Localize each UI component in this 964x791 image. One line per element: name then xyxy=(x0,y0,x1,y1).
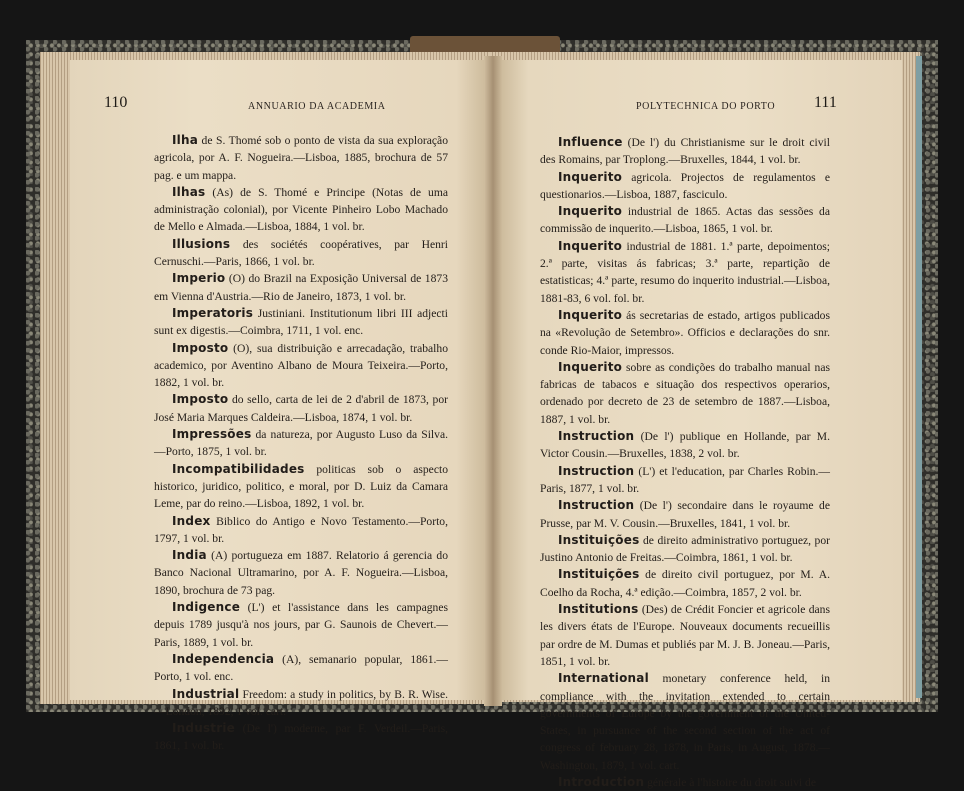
catalog-entry xyxy=(540,497,830,532)
entry-text: politicas sob o aspecto historico, juridico, politico, e moral, por D. Luiz da Camara Leme, par do reino.—Lisboa, 1892, 1 vol. br. xyxy=(154,462,448,511)
entry-headword: Inquerito xyxy=(558,169,623,184)
catalog-entry xyxy=(154,651,448,686)
entry-headword: Imposto xyxy=(172,340,229,355)
entry-text: Biblico do Antigo e Novo Testamento.—Porto, 1797, 1 vol. br. xyxy=(154,514,448,545)
entry-headword: Independencia xyxy=(172,651,275,666)
entry-text: (De l') secondaire dans le royaume de Prusse, par M. V. Cousin.—Bruxelles, 1841, 1 vol. br. xyxy=(540,499,830,530)
entry-text: (L') et l'assistance dans les campagnes depuis 1789 jusqu'à nos jours, par G. Saunois de Chevert.—Paris, 1889, 1 vol. br. xyxy=(154,601,448,649)
catalog-entry xyxy=(540,428,830,463)
catalog-entry xyxy=(154,513,448,548)
page-number: 111 xyxy=(814,94,837,111)
entry-headword: Instituições xyxy=(558,532,640,547)
entry-headword: Imperatoris xyxy=(172,305,254,320)
entry-headword: Inquerito xyxy=(558,359,623,374)
entry-headword: Imperio xyxy=(172,271,226,286)
catalog-entry xyxy=(540,774,830,791)
catalog-entry xyxy=(540,670,830,774)
catalog-entry xyxy=(540,134,830,169)
left-page xyxy=(70,60,490,753)
catalog-entry xyxy=(154,184,448,236)
entry-headword: Illusions xyxy=(172,236,231,251)
catalog-entry xyxy=(540,566,830,601)
catalog-entry xyxy=(540,169,830,204)
entry-text: (O), sua distribuição e arrecadação, trabalho academico, por Aventino Albano de Moura Teixeira.—Porto, 1882, 1 vol. br. xyxy=(154,341,448,390)
entry-headword: Introduction xyxy=(558,774,645,789)
entry-headword: Inquerito xyxy=(558,307,623,322)
entry-text: (As) de S. Thomé e Principe (Notas de uma administração colonial), por Vicente Pinheiro Lobo Machado de Mello e Almada.—Lisboa, 1884, 1 vol. br. xyxy=(154,185,448,234)
running-head: POLYTECHNICA DO PORTO xyxy=(636,101,776,112)
entry-headword: Instituições xyxy=(558,567,640,582)
entry-text: ás secretarias de estado, artigos publicados na «Revolução de Setembro». Officios e declarações do snr. conde Rio-Maior, impressos. xyxy=(540,308,830,357)
entry-text: des sociétés coopératives, par Henri Cernuschi.—Paris, 1866, 1 vol. br. xyxy=(154,237,448,269)
catalog-entry xyxy=(154,547,448,599)
entry-headword: Imposto xyxy=(172,392,229,407)
catalog-entry xyxy=(154,426,448,461)
book-edge xyxy=(916,56,922,698)
running-head: ANNUARIO DA ACADEMIA xyxy=(248,101,386,112)
entry-text: Freedom: a study in politics, by B. R. Wise.—London, 1892, 1 vol. cart. xyxy=(154,687,448,718)
entry-text: sobre as condições do trabalho manual nas fabricas de tabacos e situação dos respectivos operarios, ordenado por decreto de 23 de setembro de 1887.—Lisboa, 1887, 1 vol. br. xyxy=(540,360,830,426)
catalog-entry xyxy=(154,132,448,184)
entry-text: (A) portugueza em 1887. Relatorio á gerencia do Banco Nacional Ultramarino, por A. F. Nogueira.—Lisboa, 1890, brochura de 73 pag. xyxy=(154,549,448,597)
catalog-entry xyxy=(540,532,830,567)
entry-headword: International xyxy=(558,671,649,686)
entry-headword: Impressões xyxy=(172,427,252,442)
catalog-entry xyxy=(154,599,448,651)
entry-text: agricola. Projectos de regulamentos e questionarios.—Lisboa, 1887, fasciculo. xyxy=(540,170,830,201)
entry-headword: Instruction xyxy=(558,498,635,513)
entry-text: industrial de 1881. 1.ª parte, depoimentos; 2.ª parte, visitas ás fabricas; 3.ª parte, repartição de estatisticas; 4.ª parte, resumo do inquerito industrial.—Lisboa, 1881-83, 6 vol. fol. br. xyxy=(540,239,830,305)
entry-list xyxy=(540,134,830,791)
entry-headword: Inquerito xyxy=(558,238,623,253)
entry-text: (De l') publique en Hollande, par M. Victor Cousin.—Bruxelles, 1838, 2 vol. br. xyxy=(540,430,830,461)
catalog-entry xyxy=(154,305,448,340)
entry-text: de direito administrativo portuguez, por Justino Antonio de Freitas.—Coimbra, 1861, 1 vol. br. xyxy=(540,533,830,565)
catalog-entry xyxy=(154,236,448,271)
entry-text: (De l') du Christianisme sur le droit civil des Romains, par Troplong.—Bruxelles, 1844, 1 vol. br. xyxy=(540,136,830,167)
catalog-entry xyxy=(154,720,448,755)
entry-headword: Industrie xyxy=(172,721,235,736)
entry-headword: Instruction xyxy=(558,463,635,478)
entry-headword: Institutions xyxy=(558,602,639,617)
entry-headword: India xyxy=(172,548,207,563)
entry-text: (De l') moderne, par F. Verdeil.—Paris, 1861, 1 vol. br. xyxy=(154,722,448,753)
catalog-entry xyxy=(540,601,830,670)
catalog-entry xyxy=(540,463,830,498)
catalog-entry xyxy=(154,686,448,721)
catalog-entry xyxy=(154,461,448,513)
entry-headword: Inquerito xyxy=(558,204,623,219)
entry-headword: Instruction xyxy=(558,429,635,444)
entry-text: do sello, carta de lei de 2 d'abril de 1873, por José Maria Marques Caldeira.—Lisboa, 1874, 1 vol. br. xyxy=(154,393,448,424)
entry-text: (A), semanario popular, 1861.—Porto, 1 vol. enc. xyxy=(154,652,448,684)
entry-headword: Ilha xyxy=(172,133,199,147)
entry-text: (L') et l'education, par Charles Robin.—Paris, 1877, 1 vol. br. xyxy=(540,464,830,495)
entry-text: da natureza, por Augusto Luso da Silva.—Porto, 1875, 1 vol. br. xyxy=(154,428,448,459)
entry-text: monetary conference held, in compliance with the invitation extended to certain governments of Europe by the government of the United-States, in pursuance of the second section of the act of congress of february 28, 1878, in Paris, in August, 1878.—Washington, 1879, 1 vol. cart. xyxy=(540,672,830,772)
catalog-entry xyxy=(540,238,830,307)
entry-headword: Industrial xyxy=(172,686,240,701)
entry-headword: Index xyxy=(172,513,211,528)
entry-headword: Indigence xyxy=(172,600,241,615)
entry-headword: Ilhas xyxy=(172,184,206,199)
page-number: 110 xyxy=(104,94,128,111)
entry-text: de S. Thomé sob o ponto de vista da sua exploração agricola, por A. F. Nogueira.—Lisboa, 1885, brochura de 57 pag. e um mappa. xyxy=(154,134,448,182)
catalog-entry xyxy=(540,359,830,428)
entry-headword: Incompatibilidades xyxy=(172,461,305,476)
catalog-entry xyxy=(154,340,448,392)
entry-text: de direito civil portuguez, por M. A. Coelho da Rocha, 4.ª edição.—Coimbra, 1857, 2 vol. br. xyxy=(540,568,830,599)
book-gutter xyxy=(484,56,502,706)
entry-text: Justiniani. Institutionum libri III adjecti sunt ex digestis.—Coimbra, 1711, 1 vol. enc. xyxy=(154,306,448,338)
entry-list xyxy=(154,132,448,755)
entry-text: générale à l'histoire du droit suivi de xyxy=(644,775,816,789)
entry-headword: Influence xyxy=(558,135,623,149)
catalog-entry xyxy=(540,307,830,359)
entry-text: industrial de 1865. Actas das sessões da commissão de inquerito.—Lisboa, 1865, 1 vol. br. xyxy=(540,205,830,236)
catalog-entry xyxy=(154,270,448,305)
catalog-entry xyxy=(154,391,448,426)
entry-text: (Des) de Crédit Foncier et agricole dans les divers états de l'Europe. Nouveaux documents recueillis par ordre de M. Dumas et publiés par M. J. B. Joneau.—Paris, 1851, 1 vol. br. xyxy=(540,603,830,668)
entry-text: (O) do Brazil na Exposição Universal de 1873 em Vienna d'Austria.—Rio de Janeiro, 1873, 1 vol. br. xyxy=(154,272,448,303)
right-page xyxy=(496,60,902,789)
catalog-entry xyxy=(540,203,830,238)
